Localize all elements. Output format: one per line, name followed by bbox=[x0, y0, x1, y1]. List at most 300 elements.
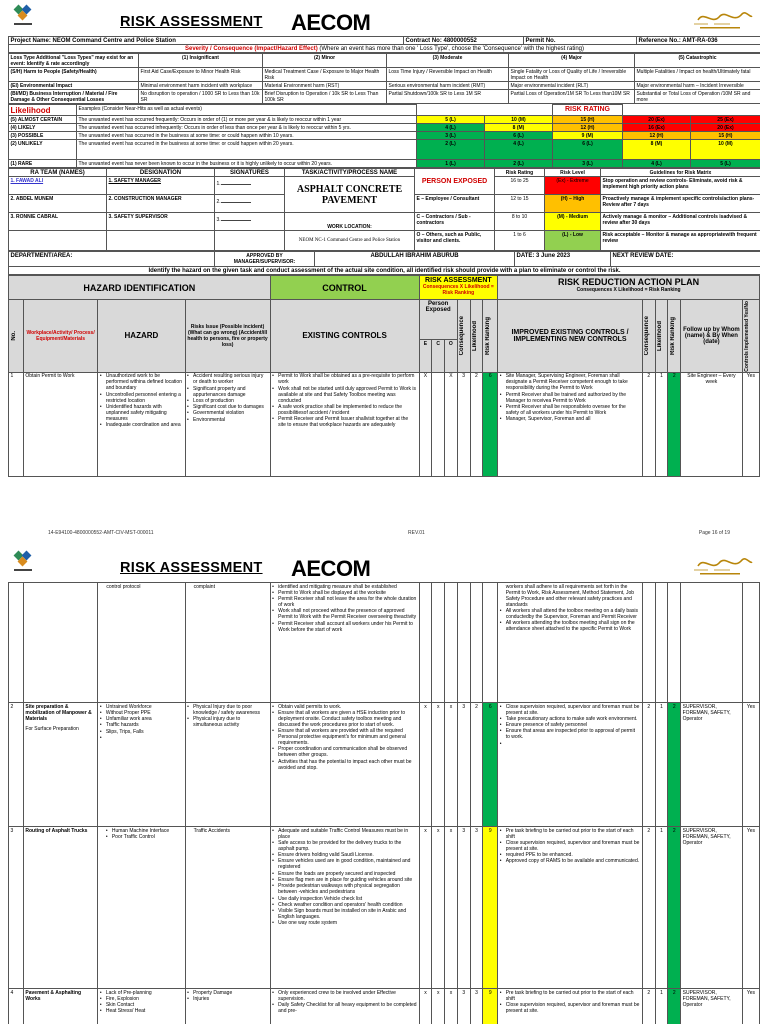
severity-note: (Where an event has more than one ' Loss Type', choose the 'Consequence' with the highest rating) bbox=[319, 45, 585, 52]
team-member-designation: 1. SAFETY MANAGER bbox=[107, 177, 215, 195]
risk-cell: 5 (L) bbox=[691, 160, 761, 168]
matrix-level: (L) - Low bbox=[545, 231, 601, 251]
loss-cell: Loss Time Injury / Reversible Impact on Health bbox=[387, 68, 509, 82]
table-row bbox=[9, 372, 760, 476]
risk-cell: 2 (L) bbox=[485, 160, 553, 168]
list-item: • Loss of production bbox=[187, 398, 268, 404]
risk-cell: 10 (M) bbox=[485, 116, 553, 124]
row-improved bbox=[498, 703, 643, 827]
row-improved bbox=[498, 989, 643, 1024]
list-item: • Without Proper PPE bbox=[100, 710, 183, 716]
list-item: • Unfamiliar work area bbox=[100, 716, 183, 722]
table-row bbox=[9, 989, 760, 1024]
exposed-others: O – Others, such as Public, visitor and clients. bbox=[415, 231, 495, 251]
list-item: • Pre task briefing to be carried out prior to the start of each shift bbox=[500, 990, 641, 1002]
row-hazards bbox=[98, 827, 185, 989]
risk-cell: 12 (H) bbox=[623, 132, 691, 140]
col-rank-2 bbox=[668, 300, 681, 373]
activity-title: Site preparation & mobilization of Manpower & Materials bbox=[25, 703, 92, 722]
company-logo-icon bbox=[12, 550, 34, 574]
row-risks bbox=[185, 989, 270, 1024]
reduction-plan-header bbox=[498, 276, 760, 300]
row-existing bbox=[270, 372, 419, 476]
signature-cell bbox=[215, 213, 285, 231]
table-row bbox=[9, 827, 760, 989]
risk-cell: 12 (H) bbox=[553, 124, 623, 132]
client-logo-icon bbox=[690, 6, 756, 32]
signature-index: 1. bbox=[216, 180, 221, 187]
list-item: • Poor Traffic Control bbox=[106, 834, 183, 840]
list-item: • Significant property and appurtenances damage bbox=[187, 386, 268, 398]
risk-cell: 3 (L) bbox=[417, 132, 485, 140]
list-item: • Ensure that all workers are provided with all the required Personal protective equipment's for minimum and general requirements. bbox=[272, 728, 417, 746]
list-item: • Visible Sign boards must be installed on site in Arabic and English languages. bbox=[272, 908, 417, 920]
team-member-name: 1. FAWAD ALI bbox=[9, 177, 107, 195]
approver-name: ABDULLAH IBRAHIM ABURUB bbox=[315, 252, 515, 267]
col-no-label: No. bbox=[10, 331, 17, 341]
ra-team-table bbox=[8, 168, 760, 251]
page-2 bbox=[8, 546, 760, 1024]
loss-cell: Serious environmental harm incident (RMT) bbox=[387, 82, 509, 90]
row-improved bbox=[498, 372, 643, 476]
risk-assessment-header bbox=[419, 276, 498, 300]
col-follow: Follow up by Whom (name) & By When (date) bbox=[681, 300, 743, 373]
severity-banner-row bbox=[9, 45, 761, 53]
risk-cell: 10 (M) bbox=[691, 140, 761, 160]
row-c: x bbox=[432, 827, 445, 989]
col-like-2 bbox=[655, 300, 668, 373]
row-impl: Yes bbox=[742, 372, 759, 476]
list-item bbox=[100, 735, 183, 741]
row-c: x bbox=[432, 703, 445, 827]
hazard-table bbox=[8, 275, 760, 477]
list-item: • Governmental violation bbox=[187, 410, 268, 416]
row-hazards: control protocol bbox=[98, 583, 185, 703]
col-cons bbox=[457, 300, 470, 373]
risk-cell: 15 (H) bbox=[691, 132, 761, 140]
list-item: • Activities that has the potential to impact each other must be avoided and stop. bbox=[272, 759, 417, 771]
risk-cell: 5 (L) bbox=[417, 116, 485, 124]
hazard-identification-header: HAZARD IDENTIFICATION bbox=[9, 276, 271, 300]
list-item: • Site Manager, Supervising Engineer, Foreman shall designate a Permit Receiver competent enough to take responsibility during the Permit to Work bbox=[500, 373, 641, 391]
list-item: • Unidentified hazards with unplanned safety mitigating measures bbox=[100, 404, 183, 422]
table-row bbox=[9, 583, 760, 703]
row-hazards bbox=[98, 989, 185, 1024]
col-impl-label: Controls Implemented Yes/No bbox=[744, 300, 751, 372]
person-exposed-label: PERSON EXPOSED bbox=[415, 169, 495, 195]
row-follow: SUPERVISOR, FOREMAN, SAFETY, Operator bbox=[681, 703, 743, 827]
loss-cell: First Aid Case/Exposure to Minor Health Risk bbox=[139, 68, 263, 82]
signature-index: 3. bbox=[216, 216, 221, 223]
matrix-header-level: Risk Level bbox=[545, 169, 601, 177]
loss-cell: Multiple Fatalities / Impact on health/Ultimately fatal bbox=[635, 68, 761, 82]
list-item: • Human Machine Interface bbox=[106, 828, 183, 834]
loss-cell: Substantial or Total Loss of Operation /10M SR and more bbox=[635, 90, 761, 104]
row-risks: Traffic Accidents bbox=[185, 827, 270, 989]
row-rank: 6 bbox=[483, 372, 498, 476]
company-logo-icon bbox=[12, 4, 34, 28]
row-cons: 3 bbox=[457, 703, 470, 827]
col-person-exposed: Person Exposed bbox=[419, 300, 457, 340]
loss-cell: Partial Loss of Operation/1M SR To Less than10M SR bbox=[509, 90, 635, 104]
list-item: • Accident resulting serious injury or death to worker bbox=[187, 373, 268, 385]
document-title: RISK ASSESSMENT bbox=[120, 560, 263, 576]
row-cons: 3 bbox=[457, 372, 470, 476]
signatures-label: SIGNATURES bbox=[215, 169, 285, 177]
col-hazard: HAZARD bbox=[98, 300, 185, 373]
row-o: X bbox=[445, 372, 458, 476]
list-item: • Permit Receiver and Permit Issuer shallvisit together at the site to ensure that workplace hazards are adequately bbox=[272, 416, 417, 428]
list-item: • Ensure that areas are inspected prior to approval of permit to work. bbox=[500, 728, 641, 740]
list-item: • Safe access to be provided for the delivery trucks to the asphalt pump. bbox=[272, 840, 417, 852]
list-item: • Only experienced crew to be involved under Effective supervision. bbox=[272, 990, 417, 1002]
row-risks bbox=[185, 372, 270, 476]
col-like-label: Likelihood bbox=[657, 320, 664, 351]
row-impl: Yes bbox=[742, 827, 759, 989]
list-item: • Close supervision required, supervisor and foreman must be present at site. bbox=[500, 840, 641, 852]
loss-row bbox=[9, 68, 761, 82]
row-rank: 9 bbox=[483, 989, 498, 1024]
row-no: 2 bbox=[9, 703, 24, 827]
list-item: • Untrained Workforce bbox=[100, 704, 183, 710]
likelihood-row bbox=[9, 160, 761, 168]
list-item: • Injuries bbox=[187, 996, 268, 1002]
task-label: TASK/ACTIVITY/PROCESS NAME bbox=[285, 169, 415, 177]
col-rank bbox=[483, 300, 498, 373]
risk-assessment-title: RISK ASSESSMENT bbox=[425, 276, 492, 284]
row-follow: SUPERVISOR, FOREMAN, SAFETY, Operator bbox=[681, 989, 743, 1024]
team-member-name: 2. ABDEL MUNEM bbox=[9, 195, 107, 213]
loss-cell: Material Environment harm (RST) bbox=[263, 82, 387, 90]
list-item: • Uncontrolled personnel entering a restricted location bbox=[100, 392, 183, 404]
row-no: 1 bbox=[9, 372, 24, 476]
row-like-2: 1 bbox=[655, 703, 668, 827]
row-activity: Obtain Permit to Work bbox=[23, 372, 97, 476]
row-activity: Pavement & Asphalting Works bbox=[23, 989, 97, 1024]
loss-row bbox=[9, 82, 761, 90]
list-item: • Traffic hazards bbox=[100, 722, 183, 728]
risk-rating-label: RISK RATING bbox=[553, 105, 623, 116]
table-row bbox=[9, 703, 760, 827]
row-cons: 3 bbox=[457, 827, 470, 989]
brand-logo: AECOM bbox=[291, 10, 371, 35]
row-existing bbox=[270, 583, 419, 703]
control-header: CONTROL bbox=[270, 276, 419, 300]
likelihood-desc: The unwanted event has occurred infrequently: Occurs in order of less than once per year & is likely to reoccur within 5 yrs. bbox=[77, 124, 417, 132]
col-e: E bbox=[419, 340, 432, 373]
matrix-range: 12 to 15 bbox=[495, 195, 545, 213]
approved-by-label: APPROVED BY MANAGER/SUPERVISOR: bbox=[215, 252, 315, 267]
matrix-header-rating: Risk Rating bbox=[495, 169, 545, 177]
matrix-guide: Risk acceptable – Monitor & manage as appropriatewith frequent review bbox=[601, 231, 761, 251]
row-follow: SUPERVISOR, FOREMAN, SAFETY, Operator bbox=[681, 827, 743, 989]
exposed-contractor: C – Contractors / Sub - contractors bbox=[415, 213, 495, 231]
col-improved: IMPROVED EXISTING CONTROLS / IMPLEMENTING NEW CONTROLS bbox=[498, 300, 643, 373]
row-existing bbox=[270, 827, 419, 989]
likelihood-row bbox=[9, 124, 761, 132]
list-item: • Physical injury due to simultaneous activity bbox=[187, 716, 268, 728]
risk-cell: 2 (L) bbox=[417, 140, 485, 160]
list-item: • Heat Stress/ Heat bbox=[100, 1008, 183, 1014]
likelihood-row bbox=[9, 140, 761, 160]
ra-team-label: RA TEAM (NAMES) bbox=[9, 169, 107, 177]
row-rank-2: 2 bbox=[668, 372, 681, 476]
row-existing bbox=[270, 989, 419, 1024]
risk-cell: 9 (M) bbox=[553, 132, 623, 140]
list-item: • Ensure presence of safety personnel bbox=[500, 722, 641, 728]
list-item: • required PPE to be enhanced. bbox=[500, 852, 641, 858]
row-o: x bbox=[445, 703, 458, 827]
work-location-label: WORK LOCATION: bbox=[285, 213, 415, 231]
list-item: • Obtain valid permits to work. bbox=[272, 704, 417, 710]
list-item bbox=[500, 741, 641, 747]
risk-cell: 8 (M) bbox=[623, 140, 691, 160]
severity-banner: Severity / Consequence (Impact/Hazard Effect) bbox=[184, 45, 318, 52]
matrix-level: (H) – High bbox=[545, 195, 601, 213]
approval-table bbox=[8, 251, 760, 275]
reduction-plan-title: RISK REDUCTION ACTION PLAN bbox=[558, 276, 700, 287]
col-existing: EXISTING CONTROLS bbox=[270, 300, 419, 373]
matrix-guide: Proactively manage & implement specific controls/action plans-Review after 7 days bbox=[601, 195, 761, 213]
likelihood-examples: Examples (Consider Near-Hits as well as actual events) bbox=[77, 105, 417, 116]
row-cons: 3 bbox=[457, 989, 470, 1024]
list-item: • Proper coordination and communication shall be observed between other groups. bbox=[272, 746, 417, 758]
loss-row bbox=[9, 90, 761, 104]
col-rank-label: Risk Ranking bbox=[484, 316, 491, 355]
list-item: • All workers attending the toolbox meeting shall sign on the attendance sheet attached to the specific Permit to Work bbox=[500, 620, 641, 632]
col-no bbox=[9, 300, 24, 373]
improved-text: workers shall adhere to all requirements set forth in the Permit to Work, Risk Assessment, Method Statement, Job Safety Procedure and other relevant safety practices and standards bbox=[505, 583, 635, 608]
row-no: 3 bbox=[9, 827, 24, 989]
list-item: • Ensure flag men are in place for guiding vehicles around site bbox=[272, 877, 417, 883]
signature-line bbox=[221, 178, 251, 185]
list-item: • Close supervision required, supervisor and foreman must be present at site. bbox=[500, 704, 641, 716]
list-item: • Fire, Explosion bbox=[100, 996, 183, 1002]
likelihood-row bbox=[9, 132, 761, 140]
reduction-plan-sub: Consequences X Likelihood = Risk Ranking bbox=[576, 286, 681, 293]
row-o: x bbox=[445, 827, 458, 989]
likelihood-label: Likelihood bbox=[9, 105, 77, 116]
row-o: x bbox=[445, 989, 458, 1024]
page-header bbox=[8, 0, 760, 36]
footer-revision: REV.01 bbox=[408, 530, 425, 536]
list-item: • Significant cost due to damages bbox=[187, 404, 268, 410]
risk-cell: 4 (L) bbox=[485, 140, 553, 160]
team-member-designation: 3. SAFETY SUPERVISOR bbox=[107, 213, 215, 231]
col-cons-label: Consequence bbox=[644, 316, 651, 356]
list-item: • Environmental bbox=[187, 417, 268, 423]
instruction-text: Identify the hazard on the given task and conduct assessment of the actual site condition, all identified risk should provide with a plan to eliminate or control the risk. bbox=[9, 267, 761, 275]
row-impl: Yes bbox=[742, 989, 759, 1024]
matrix-guide: Actively manage & monitor – Additional controls isadvised & review after 30 days bbox=[601, 213, 761, 231]
loss-type: (BI/MD) Business Interruption / Material / Fire Damage & Other Consequential Losses bbox=[9, 90, 139, 104]
row-like-2: 1 bbox=[655, 372, 668, 476]
matrix-header-guide: Guidelines for Risk Matrix bbox=[601, 169, 761, 177]
matrix-range: 1 to 6 bbox=[495, 231, 545, 251]
risk-cell: 25 (Ex) bbox=[691, 116, 761, 124]
list-item: • Daily Safety Checklist for all heavy equipment to be completed and pre- bbox=[272, 1002, 417, 1014]
list-item: • Work shall not proceed without the presence of approved Permit to Work with the Permit Receiver overseeing theactivity bbox=[272, 608, 417, 620]
list-item: • Approved copy of RAMS to be available and communicated. bbox=[500, 858, 641, 864]
loss-cell: Minimal environment harm incident with workplace bbox=[139, 82, 263, 90]
row-cons-2: 2 bbox=[642, 372, 655, 476]
row-like: 2 bbox=[470, 703, 483, 827]
footer-doc-no: 14-E94100-4800000552-AMT-CIV-MST-000011 bbox=[48, 530, 154, 536]
work-location: NEOM NC-1 Command Centre and Police Station bbox=[285, 231, 415, 251]
list-item: • A safe work practice shall be implemented to reduce the possibilitiesof accident / incident bbox=[272, 404, 417, 416]
row-cons-2: 2 bbox=[642, 827, 655, 989]
col-workplace: Workplace/Activity/ Process/ Equipment/Materials bbox=[23, 300, 97, 373]
col-like-label: Likelihood bbox=[472, 320, 478, 351]
row-cons-2: 2 bbox=[642, 703, 655, 827]
list-item: • Permit to Work shall be obtained as a pre-requisite to perform work bbox=[272, 373, 417, 385]
risk-cell: 4 (L) bbox=[623, 160, 691, 168]
matrix-range: 8 to 10 bbox=[495, 213, 545, 231]
row-existing bbox=[270, 703, 419, 827]
client-logo-icon bbox=[690, 552, 756, 578]
list-item: • Permit Receiver shall not leave the area for the whole duration of work bbox=[272, 596, 417, 608]
loss-type-label: Loss Type Additional "Loss Types" may exist for an event: Identify & rate accordingly bbox=[9, 54, 139, 68]
row-e: X bbox=[419, 372, 432, 476]
row-risks: complaint bbox=[185, 583, 270, 703]
risk-cell: 4 (L) bbox=[417, 124, 485, 132]
sev-header-5: (5) Catastrophic bbox=[635, 54, 761, 68]
row-rank-2: 2 bbox=[668, 827, 681, 989]
list-item: • Ensure that all workers are given a HSE induction prior to deployment onsite. Conduct safety toolbox meeting and discussed the work procedures prior to start of work. bbox=[272, 710, 417, 728]
row-risks bbox=[185, 703, 270, 827]
row-rank-2: 2 bbox=[668, 989, 681, 1024]
likelihood-level: (5) ALMOST CERTAIN bbox=[9, 116, 77, 124]
loss-cell: Medical Treatment Case / Exposure to Major Health Risk bbox=[263, 68, 387, 82]
row-no: 4 bbox=[9, 989, 24, 1024]
row-like-2: 1 bbox=[655, 827, 668, 989]
sev-header-3: (3) Moderate bbox=[387, 54, 509, 68]
col-cons-label: Consequence bbox=[459, 316, 466, 356]
list-item: • Slips, Trips, Falls bbox=[100, 729, 183, 735]
row-e: x bbox=[419, 703, 432, 827]
contract-no: Contract No: 4800000552 bbox=[404, 37, 524, 45]
signature-line bbox=[221, 214, 251, 221]
signature-index: 2. bbox=[216, 198, 221, 205]
col-risks: Risks Issue (Possible incident) (What can go wrong) (Accident/ill health to persons, fire or property loss) bbox=[185, 300, 270, 373]
row-follow: Site Engineer – Every week bbox=[681, 372, 743, 476]
signature-line bbox=[221, 196, 251, 203]
project-name: Project Name: NEOM Command Centre and Police Station bbox=[9, 37, 404, 45]
signature-cell bbox=[215, 195, 285, 213]
list-item: • Work shall not be started until duly approved Permit to Work is available at site and that Safety Toolbox meeting was conducted bbox=[272, 386, 417, 404]
sev-header-1: (1) Insignificant bbox=[139, 54, 263, 68]
risk-cell: 20 (Ex) bbox=[623, 116, 691, 124]
loss-cell: Single Fatality or Loss of Quality of Life / Irreversible Impact on Health bbox=[509, 68, 635, 82]
row-like: 2 bbox=[470, 372, 483, 476]
list-item: • All workers shall attend the toolbox meeting on a daily basis conductedby the Supervisor, Foreman and Permit Receiver bbox=[500, 608, 641, 620]
list-item: • Skin Contact bbox=[100, 1002, 183, 1008]
row-like-2: 1 bbox=[655, 989, 668, 1024]
list-item: • Unauthorized work to be performed withina defined location and boundary bbox=[100, 373, 183, 391]
row-e: x bbox=[419, 827, 432, 989]
col-like bbox=[470, 300, 483, 373]
list-item: • Inadequate coordination and area bbox=[100, 422, 183, 428]
risk-cell: 6 (L) bbox=[553, 140, 623, 160]
row-impl: Yes bbox=[742, 703, 759, 827]
loss-type: (EI) Environmental Impact bbox=[9, 82, 139, 90]
footer-page-number: Page 16 of 19 bbox=[698, 530, 730, 536]
row-rank: 9 bbox=[483, 827, 498, 989]
col-rank-label: Risk Ranking bbox=[669, 316, 676, 355]
matrix-level: (Ex) - Extreme bbox=[545, 177, 601, 195]
row-rank-2: 2 bbox=[668, 703, 681, 827]
list-item: • identified and mitigating measure shall be established bbox=[272, 584, 417, 590]
team-member-name: 3. RONNIE CABRAL bbox=[9, 213, 107, 231]
likelihood-matrix bbox=[8, 104, 760, 168]
permit-no: Permit No. bbox=[524, 37, 637, 45]
list-item: • Lack of Pre-planning bbox=[100, 990, 183, 996]
col-impl bbox=[742, 300, 759, 373]
risk-cell: 20 (Ex) bbox=[691, 124, 761, 132]
activity-sub: For Surface Preparation bbox=[25, 725, 79, 732]
row-like: 3 bbox=[470, 989, 483, 1024]
page-header bbox=[8, 546, 760, 582]
row-rank: 6 bbox=[483, 703, 498, 827]
col-c: C bbox=[432, 340, 445, 373]
list-item: • Ensure the loads are properly secured and inspected bbox=[272, 871, 417, 877]
likelihood-desc: The unwanted event has occurred in the business at some time: or could happen within 10 years. bbox=[77, 132, 417, 140]
matrix-level: (M) - Medium bbox=[545, 213, 601, 231]
likelihood-level: (1) RARE bbox=[9, 160, 77, 168]
col-cons-2 bbox=[642, 300, 655, 373]
risk-assessment-sub: Consequences X Likelihood = Risk Ranking bbox=[422, 283, 494, 296]
list-item: • Permit Receiver shall be trained and authorized by the Manager to receivea Permit to Work bbox=[500, 392, 641, 404]
loss-type: (S/H) Harm to People (Safety/Health) bbox=[9, 68, 139, 82]
list-item: • Check weather condition and operators' health condition bbox=[272, 902, 417, 908]
risk-cell: 8 (M) bbox=[485, 124, 553, 132]
list-item: • Physical Injury due to poor knowledge / safety awareness bbox=[187, 704, 268, 716]
loss-cell: Partial Shutdown/100k SR to Less 1M SR bbox=[387, 90, 509, 104]
hazard-table-continued bbox=[8, 582, 760, 1024]
col-o: O bbox=[445, 340, 458, 373]
list-item: • Use daily inspection Vehicle check list bbox=[272, 896, 417, 902]
likelihood-desc: The unwanted event has occurred in the business at some time: or could happen within 20 years. bbox=[77, 140, 417, 160]
row-hazards bbox=[98, 372, 185, 476]
matrix-guide: Stop operation and review controls- Eliminate, avoid risk & implement high priority action plans bbox=[601, 177, 761, 195]
list-item: • Adequate and suitable Traffic Control Measures must be in place bbox=[272, 828, 417, 840]
designation-label: DESIGNATION bbox=[107, 169, 215, 177]
list-item: • Permit to Work shall be displayed at the worksite bbox=[272, 590, 417, 596]
list-item: • Ensure drivers holding valid Saudi License. bbox=[272, 852, 417, 858]
list-item: • Permit Receiver shall account all workers under his Permit to Work before the start of work bbox=[272, 621, 417, 633]
approval-date: DATE: 3 June 2023 bbox=[515, 252, 611, 267]
row-hazards bbox=[98, 703, 185, 827]
row-c: x bbox=[432, 989, 445, 1024]
next-review-date: NEXT REVIEW DATE: bbox=[611, 252, 761, 267]
row-activity bbox=[23, 703, 97, 827]
list-item: • Permit Receiver shall be responsibleto oversee for the safety of all workers under his Permit to Work bbox=[500, 404, 641, 416]
department-label: DEPARTMENT/AREA: bbox=[9, 252, 215, 267]
risk-cell: 16 (Ex) bbox=[623, 124, 691, 132]
loss-cell: No disruption to operation / 1000 SR to Less than 10k SR bbox=[139, 90, 263, 104]
likelihood-desc: The unwanted event has never been known to occur in the business or it is highly unlikely to occur within 20 years. bbox=[77, 160, 417, 168]
list-item: • Pre task briefing to be carried out prior to the start of each shift bbox=[500, 828, 641, 840]
sev-header-4: (4) Major bbox=[509, 54, 635, 68]
consequence-table bbox=[8, 53, 760, 104]
likelihood-level: (3) POSSIBLE bbox=[9, 132, 77, 140]
project-info-table bbox=[8, 36, 760, 53]
row-e: x bbox=[419, 989, 432, 1024]
sev-header-2: (2) Minor bbox=[263, 54, 387, 68]
list-item: • Provide pedestrian walkways with physical segregation between -vehicles and pedestrians bbox=[272, 883, 417, 895]
list-item: • Take precautionary actions to make safe work environment. bbox=[500, 716, 641, 722]
loss-cell: Major environmental harm – Incident Irreversible bbox=[635, 82, 761, 90]
